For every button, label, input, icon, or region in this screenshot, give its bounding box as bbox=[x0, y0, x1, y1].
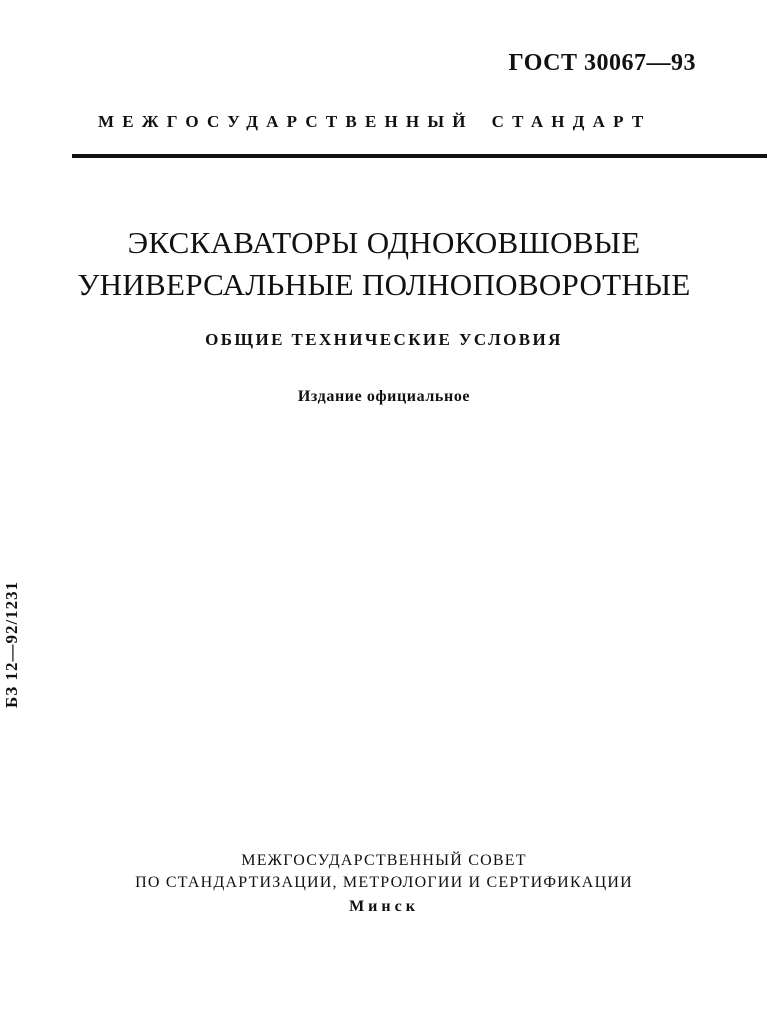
publisher-block bbox=[0, 850, 768, 918]
document-subtitle: ОБЩИЕ ТЕХНИЧЕСКИЕ УСЛОВИЯ bbox=[205, 330, 563, 349]
title-line-2: УНИВЕРСАЛЬНЫЕ ПОЛНОПОВОРОТНЫЕ bbox=[77, 267, 691, 302]
registration-code: БЗ 12—92/1231 bbox=[2, 580, 21, 708]
council-line-1: МЕЖГОСУДАРСТВЕННЫЙ СОВЕТ bbox=[241, 852, 527, 869]
standard-type-word1: МЕЖГОСУДАРСТВЕННЫЙ bbox=[98, 112, 474, 131]
gost-number: ГОСТ 30067—93 bbox=[508, 50, 696, 76]
title-line-1: ЭКСКАВАТОРЫ ОДНОКОВШОВЫЕ bbox=[127, 225, 641, 260]
document-title bbox=[0, 222, 768, 306]
standard-type-word2: СТАНДАРТ bbox=[491, 112, 652, 131]
standard-type bbox=[98, 112, 658, 132]
edition-label: Издание официальное bbox=[297, 388, 471, 405]
header-rule bbox=[72, 154, 767, 158]
council-line-2: ПО СТАНДАРТИЗАЦИИ, МЕТРОЛОГИИ И СЕРТИФИКАЦИИ bbox=[135, 874, 633, 891]
publisher-city: Минск bbox=[349, 898, 419, 915]
